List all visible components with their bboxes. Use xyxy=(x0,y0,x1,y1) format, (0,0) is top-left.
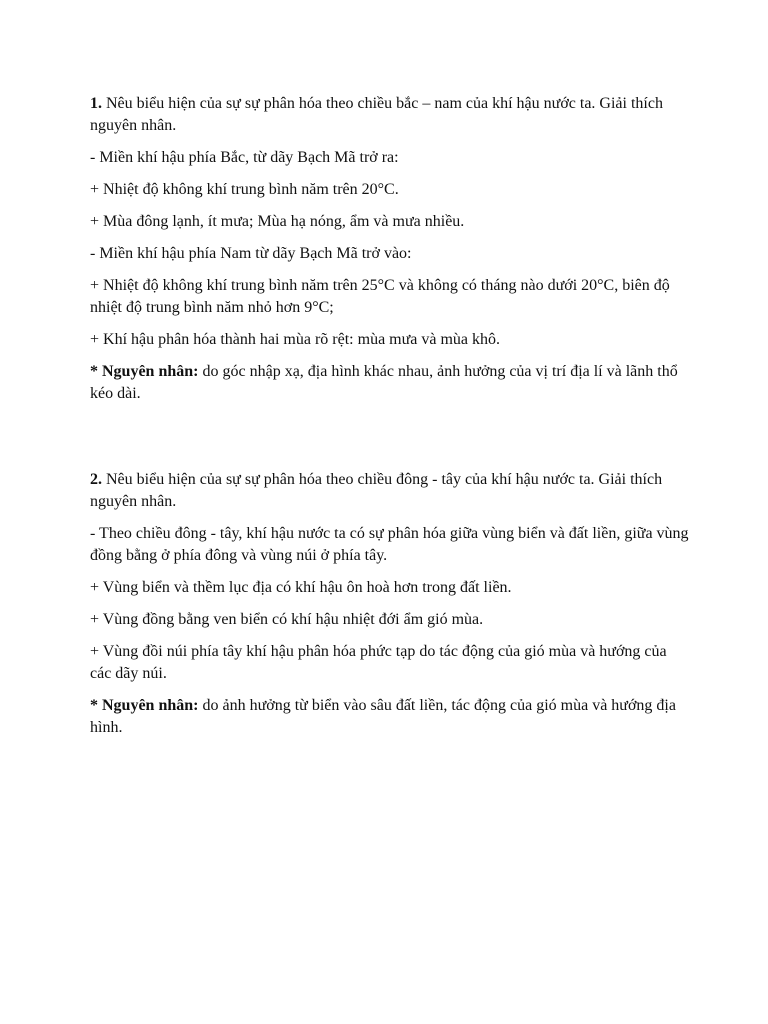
question-1 xyxy=(90,93,690,137)
answer-line: + Vùng biển và thềm lục địa có khí hậu ôn hoà hơn trong đất liền. xyxy=(90,579,512,596)
question-text: Nêu biểu hiện của sự sự phân hóa theo chiều đông - tây của khí hậu nước ta. Giải thích nguyên nhân. xyxy=(90,471,663,510)
answer-line: + Mùa đông lạnh, ít mưa; Mùa hạ nóng, ẩm và mưa nhiều. xyxy=(90,213,465,230)
cause-paragraph xyxy=(90,361,690,405)
cause-paragraph xyxy=(90,695,690,739)
question-number: 1. xyxy=(90,95,102,112)
answer-line: + Nhiệt độ không khí trung bình năm trên 20°C. xyxy=(90,181,399,198)
answer-line: - Miền khí hậu phía Bắc, từ dãy Bạch Mã trở ra: xyxy=(90,149,399,166)
answer-line: + Vùng đồng bằng ven biển có khí hậu nhiệt đới ẩm gió mùa. xyxy=(90,611,484,628)
question-text: Nêu biểu hiện của sự sự phân hóa theo chiều bắc – nam của khí hậu nước ta. Giải thích nguyên nhân. xyxy=(90,95,663,134)
document-content xyxy=(90,93,690,749)
cause-text: do góc nhập xạ, địa hình khác nhau, ảnh hưởng của vị trí địa lí và lãnh thổ kéo dài. xyxy=(90,363,678,402)
cause-label: * Nguyên nhân: xyxy=(90,697,199,714)
answer-line: + Nhiệt độ không khí trung bình năm trên 25°C và không có tháng nào dưới 20°C, biên độ nhiệt độ trung bình năm nhỏ hơn 9°C; xyxy=(90,277,670,316)
answer-line: - Miền khí hậu phía Nam từ dãy Bạch Mã trở vào: xyxy=(90,245,412,262)
section-2 xyxy=(90,469,690,739)
cause-text: do ảnh hưởng từ biển vào sâu đất liền, tác động của gió mùa và hướng địa hình. xyxy=(90,697,676,736)
cause-label: * Nguyên nhân: xyxy=(90,363,199,380)
section-1 xyxy=(90,93,690,405)
answer-line: + Vùng đồi núi phía tây khí hậu phân hóa phức tạp do tác động của gió mùa và hướng của các dãy núi. xyxy=(90,643,667,682)
answer-line: - Theo chiều đông - tây, khí hậu nước ta có sự phân hóa giữa vùng biển và đất liền, giữa vùng đồng bằng ở phía đông và vùng núi ở phía tây. xyxy=(90,525,689,564)
answer-line: + Khí hậu phân hóa thành hai mùa rõ rệt: mùa mưa và mùa khô. xyxy=(90,331,501,348)
question-number: 2. xyxy=(90,471,102,488)
question-2 xyxy=(90,469,690,513)
